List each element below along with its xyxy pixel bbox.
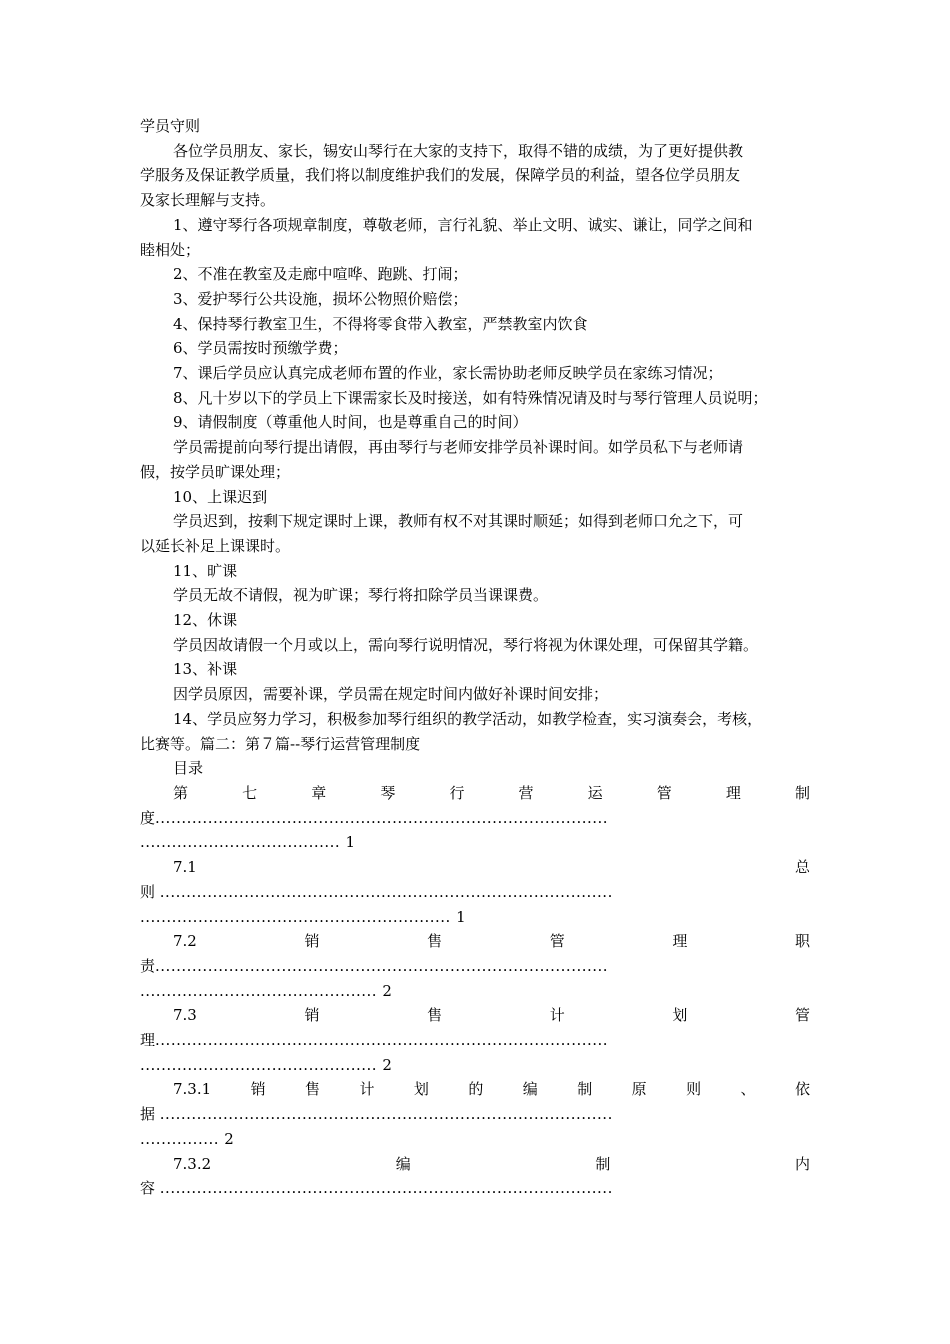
toc-title-word: 划 (672, 1006, 688, 1025)
toc-entry-leader (140, 806, 810, 831)
toc-title-word: 售 (427, 932, 443, 951)
toc-entry-title[interactable] (140, 781, 810, 806)
toc-title-word: 7.2 (173, 932, 197, 951)
toc-entry-page-line (140, 905, 810, 930)
toc-title-word: 制 (595, 1154, 611, 1173)
toc-title-word: 制 (794, 783, 810, 802)
toc-title-word: 的 (468, 1080, 484, 1099)
paragraph-line: 学员迟到，按剩下规定课时上课，教师有权不对其课时顺延；如得到老师口允之下，可 (173, 512, 744, 531)
toc-page-number: 2 (382, 981, 392, 1000)
toc-entry-page-line (140, 1053, 810, 1078)
toc-title-word: 总 (794, 858, 810, 877)
paragraph-line: 及家长理解与支持。 (140, 191, 276, 210)
toc-entry-title[interactable] (140, 1003, 810, 1028)
toc-title-word: 原 (631, 1080, 647, 1099)
paragraph-line: 假，按学员旷课处理； (140, 462, 291, 481)
toc-entry-page-line (140, 979, 810, 1004)
toc-dot-leader: ...................................................................................... (159, 1105, 613, 1124)
paragraph-line: 学员无故不请假，视为旷课；琴行将扣除学员当课课费。 (173, 586, 549, 605)
toc-title-tail: 容 (140, 1179, 160, 1198)
paragraph-line: 睦相处； (140, 240, 201, 259)
toc-title-word: 、 (740, 1080, 756, 1099)
toc-title-word: 计 (549, 1006, 565, 1025)
toc-title-word: 理 (672, 932, 688, 951)
toc-title-word: 管 (794, 1006, 810, 1025)
toc-title-word: 编 (522, 1080, 538, 1099)
paragraph-line: 2、不准在教室及走廊中喧哗、跑跳、打闹； (173, 265, 468, 284)
paragraph-line: 7、课后学员应认真完成老师布置的作业，家长需协助老师反映学员在家练习情况； (173, 364, 723, 383)
toc-entry-title[interactable] (140, 929, 810, 954)
paragraph-line: 8、凡十岁以下的学员上下课需家长及时接送，如有特殊情况请及时与琴行管理人员说明； (173, 388, 768, 407)
paragraph-line: 10、上课迟到 (173, 487, 268, 506)
toc-dot-leader: ...................................................................................... (159, 882, 613, 901)
paragraph-line: 学服务及保证教学质量，我们将以制度维护我们的发展，保障学员的利益，望各位学员朋友 (140, 166, 741, 185)
paragraph-line: 各位学员朋友、家长，锡安山琴行在大家的支持下，取得不错的成绩，为了更好提供教 (173, 141, 744, 160)
toc-title-word: 制 (577, 1080, 593, 1099)
paragraph-line: 4、保持琴行教室卫生，不得将零食带入教室，严禁教室内饮食 (173, 314, 588, 333)
paragraph-line: 12、休课 (173, 611, 238, 630)
toc-dot-leader: ............................................. (140, 981, 383, 1000)
toc-title-word: 管 (549, 932, 565, 951)
toc-title-word: 理 (725, 783, 741, 802)
paragraph-line: 1、遵守琴行各项规章制度，尊敬老师，言行礼貌、举止文明、诚实、谦让，同学之间和 (173, 215, 753, 234)
toc-page-number: 1 (456, 907, 466, 926)
toc-dot-leader: ...................................... (140, 833, 346, 852)
toc-title-word: 营 (518, 783, 534, 802)
toc-page-number: 1 (345, 833, 356, 852)
document-page (140, 114, 810, 1201)
paragraph-line: 14、学员应努力学习，积极参加琴行组织的教学活动，如教学检查，实习演奏会，考核， (173, 709, 763, 728)
paragraph-line: 学员需提前向琴行提出请假，再由琴行与老师安排学员补课时间。如学员私下与老师请 (173, 438, 744, 457)
toc-dot-leader: ...................................................................................... (155, 956, 609, 975)
toc-entry-title[interactable] (140, 855, 810, 880)
toc-dot-leader: ............................................. (140, 1055, 383, 1074)
toc-title-tail: 责 (140, 956, 156, 975)
toc-dot-leader: ...................................................................................... (159, 1179, 613, 1198)
toc-title-word: 7.1 (173, 858, 197, 877)
toc-title-tail: 据 (140, 1105, 160, 1124)
toc-title-word: 则 (686, 1080, 702, 1099)
toc-entry-leader (140, 1028, 810, 1053)
toc-title-tail: 理 (140, 1031, 156, 1050)
paragraph-line: 9、请假制度（尊重他人时间，也是尊重自己的时间） (173, 413, 528, 432)
toc-page-number: 2 (382, 1055, 392, 1074)
toc-title-word: 7.3.2 (173, 1154, 212, 1173)
toc-title-word: 第 (173, 783, 189, 802)
toc-title-word: 7.3 (173, 1006, 197, 1025)
toc-title-word: 销 (304, 932, 320, 951)
toc-title-tail: 度 (140, 808, 156, 827)
toc-dot-leader: ........................................................... (140, 907, 457, 926)
toc-page-number: 2 (224, 1129, 234, 1148)
paragraph-line: 学员因故请假一个月或以上，需向琴行说明情况，琴行将视为休课处理，可保留其学籍。 (173, 635, 759, 654)
toc-entry-title[interactable] (140, 1077, 810, 1102)
toc-entry-leader (140, 1176, 810, 1201)
toc-dot-leader: ............... (140, 1129, 225, 1148)
toc-title-word: 销 (304, 1006, 320, 1025)
document-title: 学员守则 (140, 117, 201, 135)
toc-title-word: 计 (359, 1080, 375, 1099)
toc-entry-leader (140, 1102, 810, 1127)
toc-title-word: 7.3.1 (173, 1080, 212, 1099)
paragraph-line: 3、爱护琴行公共设施，损坏公物照价赔偿； (173, 289, 468, 308)
toc-heading: 目录 (173, 759, 204, 778)
toc-entry-leader (140, 880, 810, 905)
document-body (140, 139, 810, 757)
toc-title-word: 售 (427, 1006, 443, 1025)
toc-entry-leader (140, 954, 810, 979)
paragraph-line: 以延长补足上课课时。 (140, 536, 291, 555)
toc-dot-leader: ...................................................................................... (155, 1031, 609, 1050)
toc-entry-title[interactable] (140, 1152, 810, 1177)
toc-entry-page-line (140, 830, 810, 855)
paragraph-line: 比赛等。篇二：第７篇--琴行运营管理制度 (140, 734, 421, 753)
toc-title-word: 运 (587, 783, 603, 802)
toc-title-word: 内 (794, 1154, 810, 1173)
table-of-contents (140, 781, 810, 1201)
toc-title-word: 依 (794, 1080, 810, 1099)
toc-dot-leader: ...................................................................................... (155, 808, 609, 827)
toc-title-word: 管 (656, 783, 672, 802)
paragraph-line: 6、学员需按时预缴学费； (173, 339, 348, 358)
toc-title-word: 七 (242, 783, 258, 802)
toc-title-tail: 则 (140, 882, 160, 901)
toc-title-word: 划 (413, 1080, 429, 1099)
toc-title-word: 行 (449, 783, 465, 802)
paragraph-line: 因学员原因，需要补课，学员需在规定时间内做好补课时间安排； (173, 685, 609, 704)
toc-title-word: 编 (395, 1154, 411, 1173)
toc-entry-page-line (140, 1127, 810, 1152)
toc-title-word: 琴 (380, 783, 396, 802)
paragraph-line: 13、补课 (173, 660, 238, 679)
toc-title-word: 售 (305, 1080, 321, 1099)
toc-title-word: 销 (250, 1080, 266, 1099)
paragraph-line: 11、旷课 (173, 561, 238, 580)
toc-title-word: 职 (794, 932, 810, 951)
toc-title-word: 章 (311, 783, 327, 802)
